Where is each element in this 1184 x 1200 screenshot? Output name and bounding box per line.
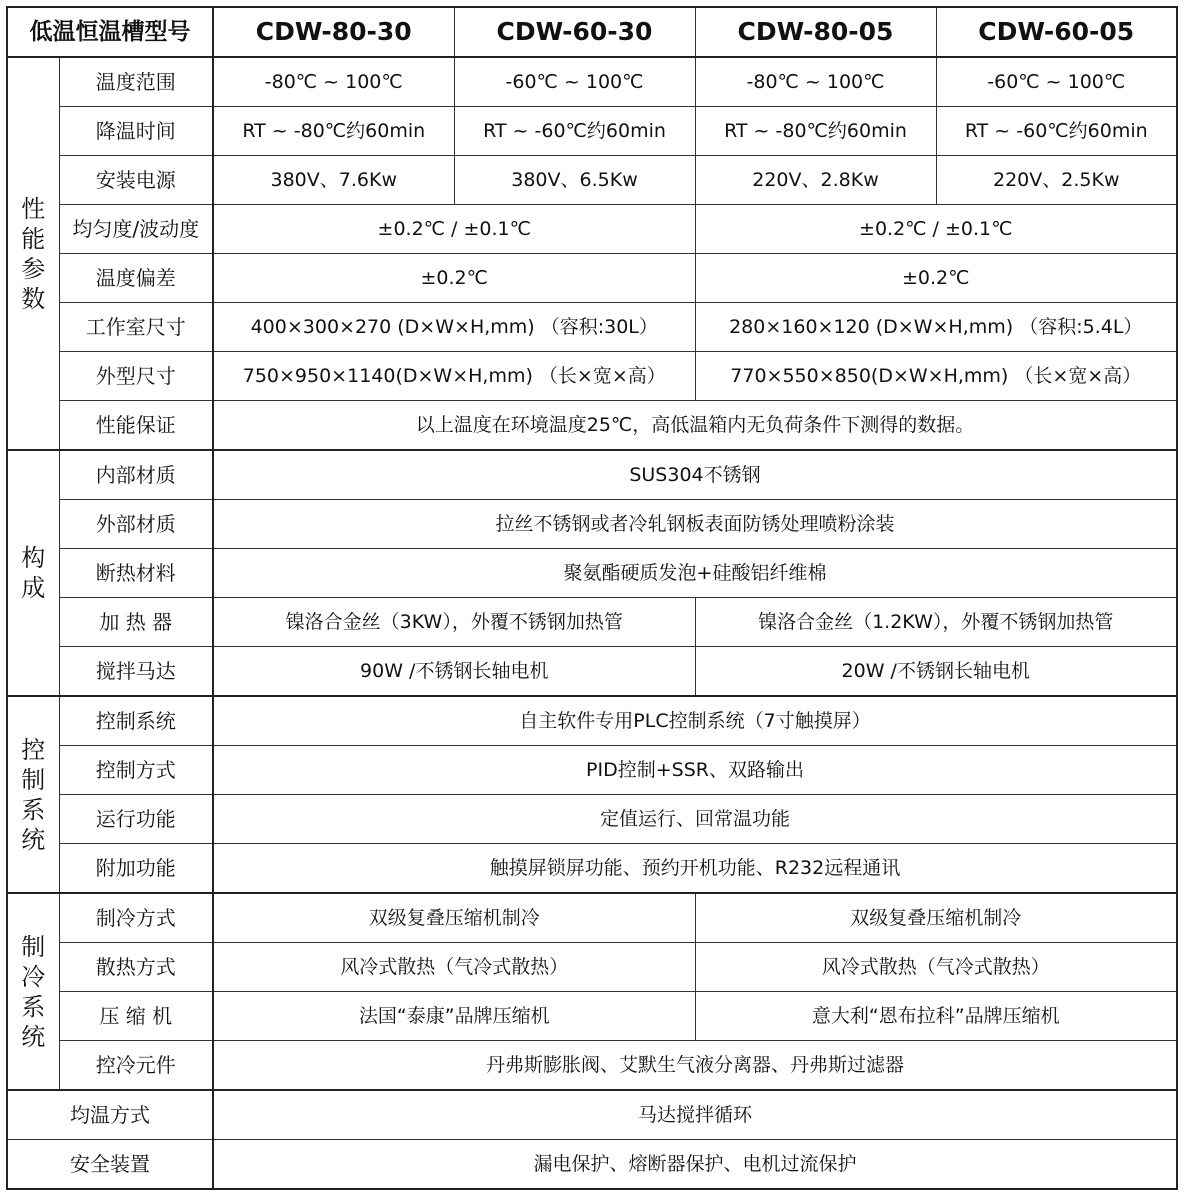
value-cell: 触摸屏锁屏功能、预约开机功能、R232远程通讯 xyxy=(213,844,1177,894)
value-cell: 以上温度在环境温度25℃，高低温箱内无负荷条件下测得的数据。 xyxy=(213,401,1177,451)
row-label: 附加功能 xyxy=(59,844,213,894)
row-label: 安全装置 xyxy=(7,1140,213,1190)
group-label-char: 统 xyxy=(21,1022,46,1051)
row-label: 断热材料 xyxy=(59,549,213,598)
group-label-char: 统 xyxy=(21,825,46,854)
group-label-char: 制 xyxy=(21,765,46,794)
table-row xyxy=(7,696,1177,746)
value-cell: 双级复叠压缩机制冷 xyxy=(213,893,695,943)
group-label-char: 参 xyxy=(21,254,46,283)
value-cell: -60℃ ~ 100℃ xyxy=(936,57,1177,107)
value-cell: RT ~ -80℃约60min xyxy=(213,107,454,156)
row-label: 搅拌马达 xyxy=(59,647,213,697)
row-label: 降温时间 xyxy=(59,107,213,156)
value-cell: 双级复叠压缩机制冷 xyxy=(695,893,1177,943)
table-row xyxy=(7,893,1177,943)
group-label-char: 控 xyxy=(21,735,46,764)
group-label-char: 构 xyxy=(21,544,46,572)
model-name: CDW-60-05 xyxy=(936,7,1177,57)
value-cell: ±0.2℃ / ±0.1℃ xyxy=(213,205,695,254)
row-label: 制冷方式 xyxy=(59,893,213,943)
row-label: 压 缩 机 xyxy=(59,992,213,1041)
value-cell: 770×550×850(D×W×H,mm) （长×宽×高） xyxy=(695,352,1177,401)
value-cell: ±0.2℃ / ±0.1℃ xyxy=(695,205,1177,254)
table-row xyxy=(7,254,1177,303)
value-cell: ±0.2℃ xyxy=(695,254,1177,303)
table-row xyxy=(7,598,1177,647)
row-label: 加 热 器 xyxy=(59,598,213,647)
value-cell: 法国“泰康”品牌压缩机 xyxy=(213,992,695,1041)
row-label: 均温方式 xyxy=(7,1090,213,1140)
row-label: 控制方式 xyxy=(59,746,213,795)
table-row xyxy=(7,943,1177,992)
value-cell: RT ~ -60℃约60min xyxy=(936,107,1177,156)
value-cell: 聚氨酯硬质发泡+硅酸铝纤维棉 xyxy=(213,549,1177,598)
value-cell: RT ~ -80℃约60min xyxy=(695,107,936,156)
group-label-char: 数 xyxy=(21,284,46,313)
value-cell: 拉丝不锈钢或者冷轧钢板表面防锈处理喷粉涂装 xyxy=(213,500,1177,549)
table-row xyxy=(7,57,1177,107)
table-row xyxy=(7,795,1177,844)
table-row xyxy=(7,746,1177,795)
group-label-char: 冷 xyxy=(21,962,46,991)
value-cell: 20W /不锈钢长轴电机 xyxy=(695,647,1177,697)
value-cell: 380V、7.6Kw xyxy=(213,156,454,205)
table-row xyxy=(7,500,1177,549)
row-label: 均匀度/波动度 xyxy=(59,205,213,254)
value-cell: 400×300×270 (D×W×H,mm) （容积:30L） xyxy=(213,303,695,352)
table-row xyxy=(7,1090,1177,1140)
group-label-refrigeration xyxy=(7,893,59,1090)
value-cell: RT ~ -60℃约60min xyxy=(454,107,695,156)
value-cell: 风冷式散热（气冷式散热） xyxy=(695,943,1177,992)
value-cell: 750×950×1140(D×W×H,mm) （长×宽×高） xyxy=(213,352,695,401)
value-cell: 意大利“恩布拉科”品牌压缩机 xyxy=(695,992,1177,1041)
spec-table xyxy=(6,6,1178,1190)
group-label-char: 制 xyxy=(21,932,46,961)
row-label: 性能保证 xyxy=(59,401,213,451)
row-label: 运行功能 xyxy=(59,795,213,844)
group-label-char: 成 xyxy=(21,574,46,602)
table-row xyxy=(7,303,1177,352)
value-cell: 漏电保护、熔断器保护、电机过流保护 xyxy=(213,1140,1177,1190)
value-cell: ±0.2℃ xyxy=(213,254,695,303)
row-label: 工作室尺寸 xyxy=(59,303,213,352)
group-label-char: 系 xyxy=(21,992,46,1021)
row-label: 控冷元件 xyxy=(59,1041,213,1091)
value-cell: 280×160×120 (D×W×H,mm) （容积:5.4L） xyxy=(695,303,1177,352)
table-row xyxy=(7,450,1177,500)
table-row xyxy=(7,1140,1177,1190)
table-row xyxy=(7,1041,1177,1091)
value-cell: PID控制+SSR、双路输出 xyxy=(213,746,1177,795)
header-row xyxy=(7,7,1177,57)
value-cell: 380V、6.5Kw xyxy=(454,156,695,205)
row-label: 安装电源 xyxy=(59,156,213,205)
value-cell: 90W /不锈钢长轴电机 xyxy=(213,647,695,697)
table-row xyxy=(7,647,1177,697)
table-row xyxy=(7,401,1177,451)
value-cell: 定值运行、回常温功能 xyxy=(213,795,1177,844)
row-label: 内部材质 xyxy=(59,450,213,500)
table-row xyxy=(7,844,1177,894)
value-cell: -80℃ ~ 100℃ xyxy=(213,57,454,107)
table-row xyxy=(7,352,1177,401)
group-label-char: 能 xyxy=(21,224,46,253)
row-label: 散热方式 xyxy=(59,943,213,992)
value-cell: 220V、2.8Kw xyxy=(695,156,936,205)
value-cell: -80℃ ~ 100℃ xyxy=(695,57,936,107)
row-label: 控制系统 xyxy=(59,696,213,746)
table-row xyxy=(7,992,1177,1041)
value-cell: 220V、2.5Kw xyxy=(936,156,1177,205)
value-cell: 丹弗斯膨胀阀、艾默生气液分离器、丹弗斯过滤器 xyxy=(213,1041,1177,1091)
row-label: 外型尺寸 xyxy=(59,352,213,401)
group-label-char: 性 xyxy=(21,194,46,223)
value-cell: SUS304不锈钢 xyxy=(213,450,1177,500)
value-cell: 风冷式散热（气冷式散热） xyxy=(213,943,695,992)
table-row xyxy=(7,156,1177,205)
group-label-construction xyxy=(7,450,59,696)
table-row xyxy=(7,205,1177,254)
table-row xyxy=(7,549,1177,598)
row-label: 温度范围 xyxy=(59,57,213,107)
value-cell: 自主软件专用PLC控制系统（7寸触摸屏） xyxy=(213,696,1177,746)
model-name: CDW-80-05 xyxy=(695,7,936,57)
group-label-char: 系 xyxy=(21,795,46,824)
value-cell: 镍洛合金丝（3KW），外覆不锈钢加热管 xyxy=(213,598,695,647)
value-cell: 马达搅拌循环 xyxy=(213,1090,1177,1140)
model-name: CDW-60-30 xyxy=(454,7,695,57)
group-label-control xyxy=(7,696,59,893)
table-row xyxy=(7,107,1177,156)
value-cell: -60℃ ~ 100℃ xyxy=(454,57,695,107)
model-title: 低温恒温槽型号 xyxy=(7,7,213,57)
group-label-performance xyxy=(7,57,59,450)
value-cell: 镍洛合金丝（1.2KW），外覆不锈钢加热管 xyxy=(695,598,1177,647)
model-name: CDW-80-30 xyxy=(213,7,454,57)
row-label: 温度偏差 xyxy=(59,254,213,303)
row-label: 外部材质 xyxy=(59,500,213,549)
